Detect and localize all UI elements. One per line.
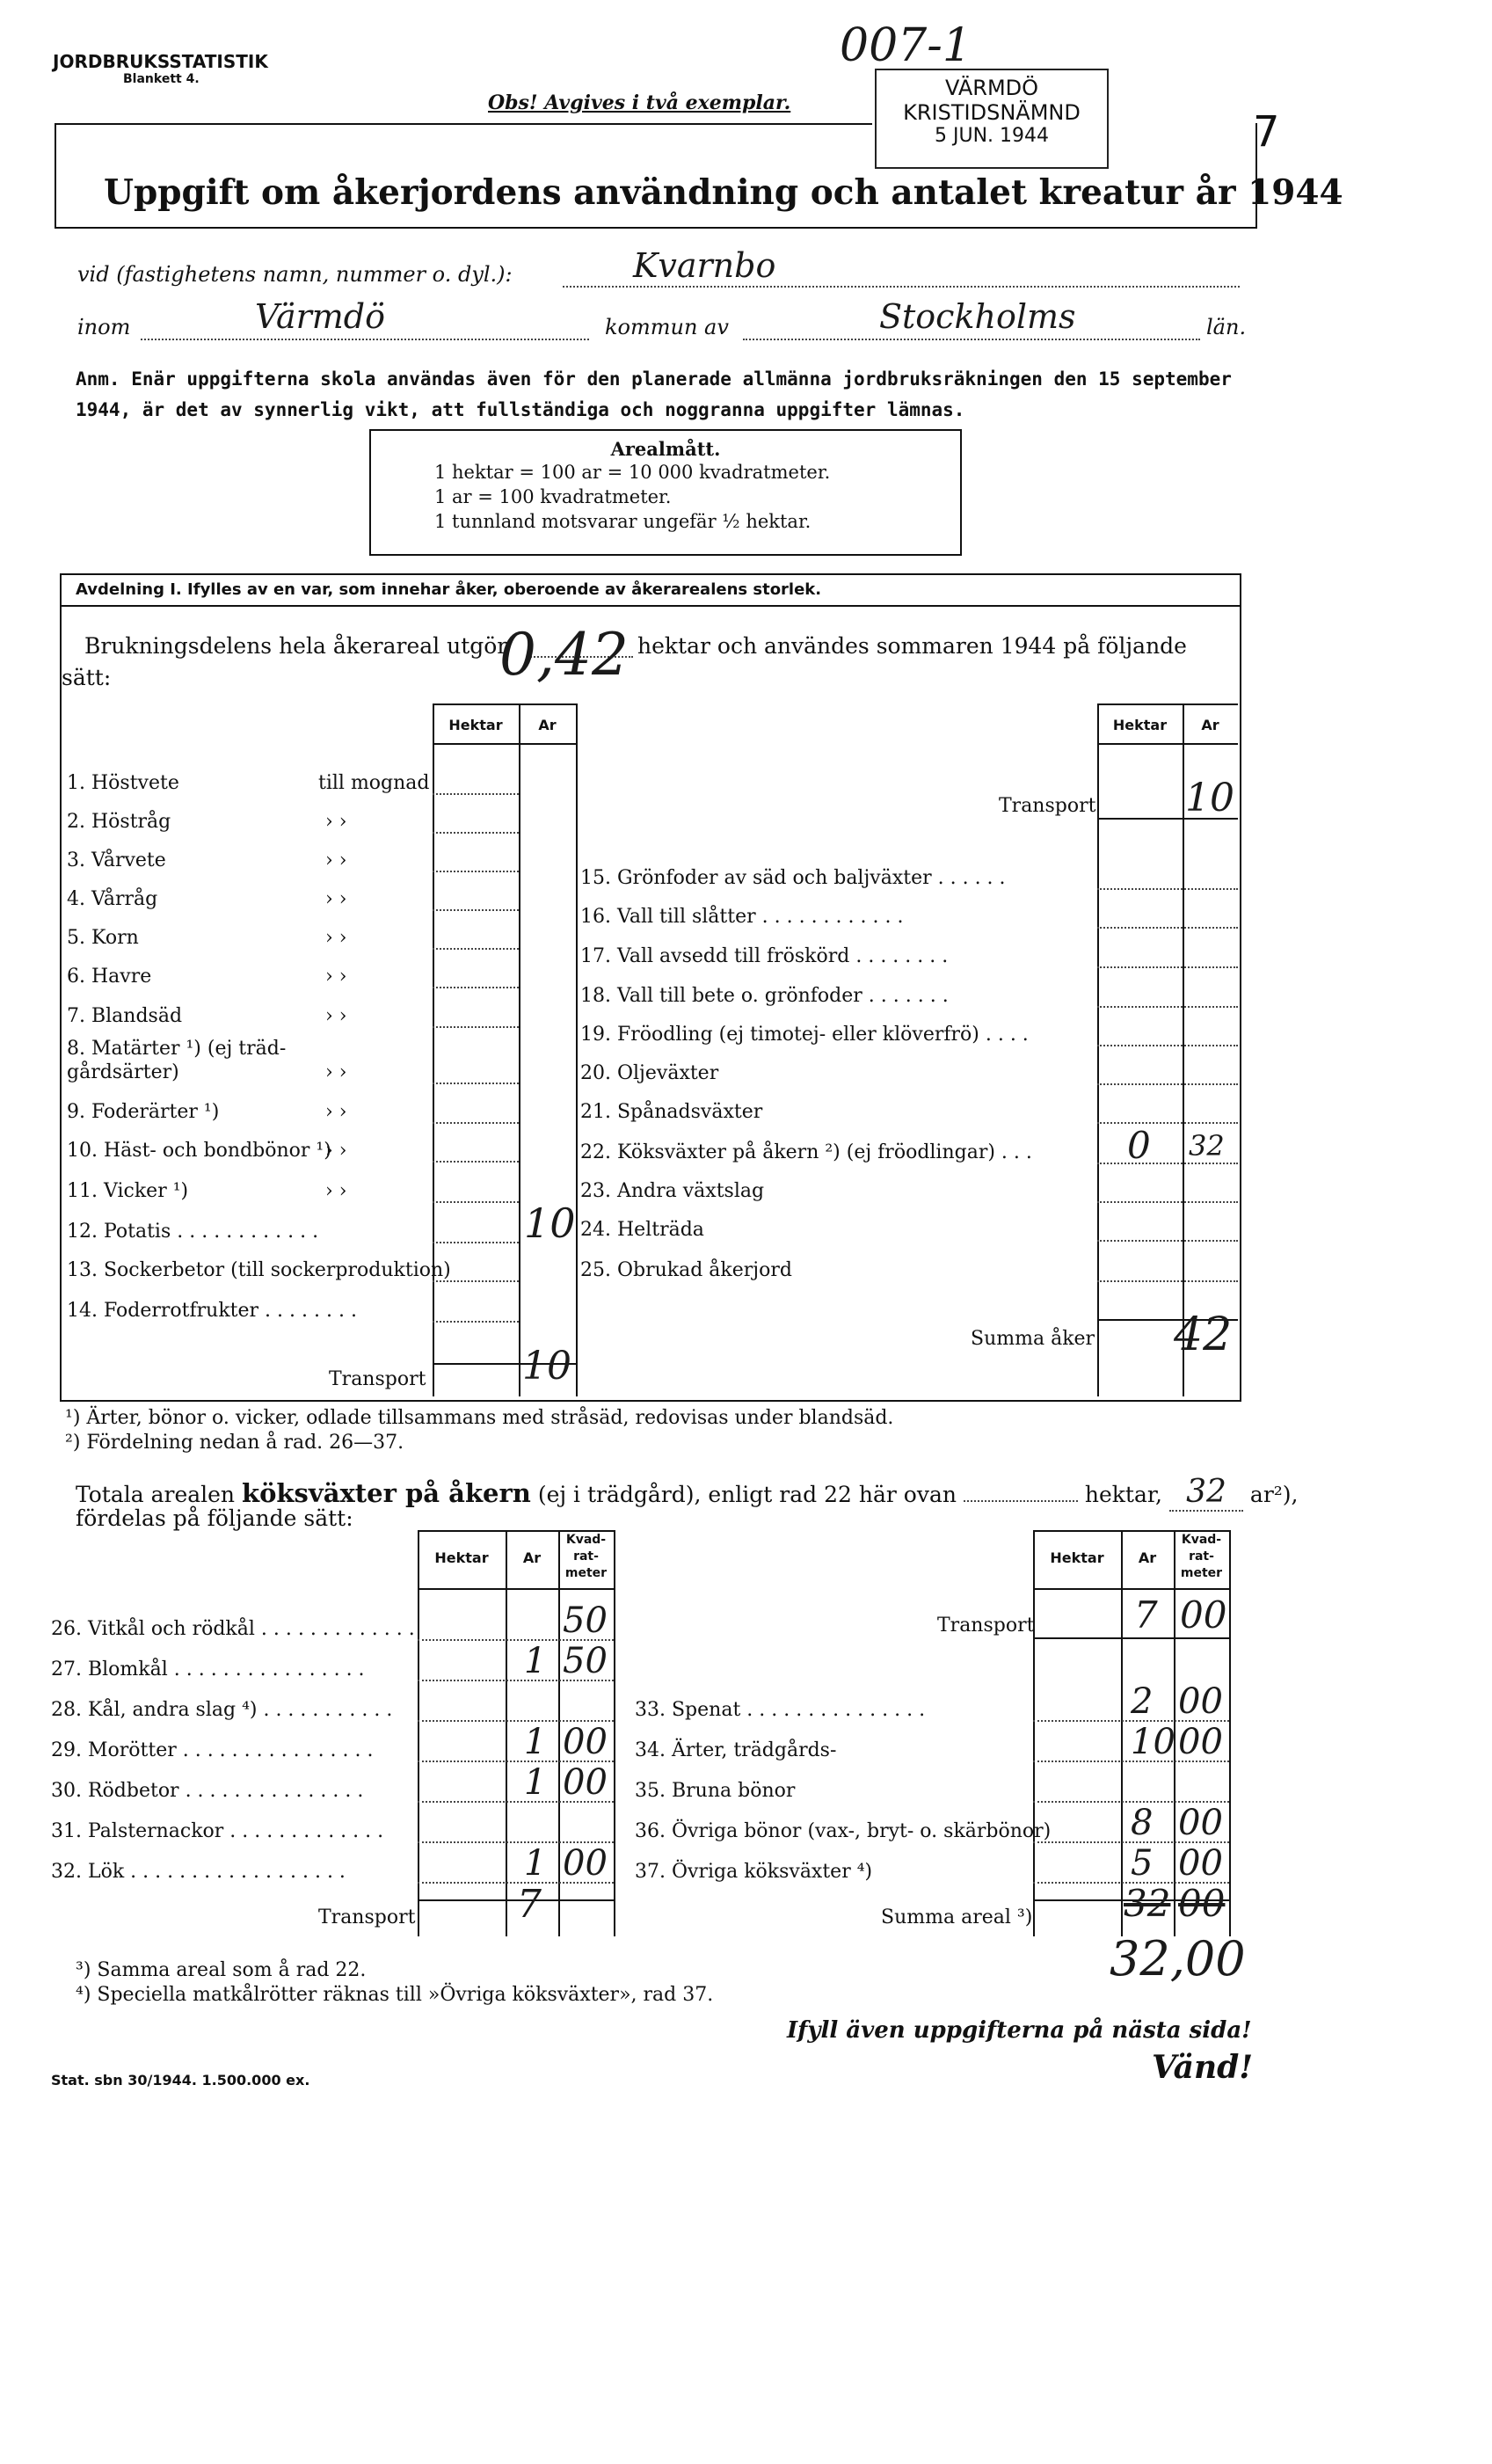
page-title: Uppgift om åkerjordens användning och antalet kreatur år 1944 xyxy=(104,172,1343,213)
hektar-cell[interactable] xyxy=(433,1242,519,1243)
hektar-cell[interactable] xyxy=(433,1280,519,1282)
kvm-cell-value[interactable]: 50 xyxy=(563,1600,608,1641)
hektar-cell[interactable] xyxy=(433,1321,519,1323)
hektar-cell[interactable] xyxy=(433,1083,519,1084)
vid-label: vid (fastighetens namn, nummer o. dyl.): xyxy=(77,262,513,287)
left-col-hektar: Hektar xyxy=(448,717,503,733)
s2-right-transport-label: Transport xyxy=(937,1615,1035,1637)
summa-aker-label: Summa åker xyxy=(971,1328,1095,1350)
right-col-ar: Ar xyxy=(1201,717,1219,733)
section2-intro-b: köksväxter på åkern xyxy=(241,1478,531,1508)
table-row-label: 5. Korn xyxy=(67,927,139,949)
s2-left-col-ar: Ar xyxy=(522,1549,542,1566)
left-transport-ar[interactable]: 10 xyxy=(522,1344,571,1389)
hektar-cell[interactable] xyxy=(433,987,519,988)
hektar-cell[interactable] xyxy=(433,948,519,950)
form-number: Blankett 4. xyxy=(123,72,200,86)
stamp xyxy=(875,69,1109,169)
arealmatt-title: Arealmått. xyxy=(610,438,721,460)
ditto-mark: › › xyxy=(325,888,347,910)
row-cell[interactable] xyxy=(1097,1122,1238,1124)
arealmatt-l1: 1 hektar = 100 ar = 10 000 kvadratmeter. xyxy=(434,462,831,483)
s2-summa-label: Summa areal ³) xyxy=(881,1906,1033,1928)
right-transport-ar[interactable]: 10 xyxy=(1185,776,1234,820)
right-transport-label: Transport xyxy=(999,795,1096,817)
row-cell[interactable] xyxy=(1097,1163,1238,1164)
hektar-cell[interactable] xyxy=(433,1161,519,1163)
s2-right-col-ar: Ar xyxy=(1138,1549,1157,1566)
table-row-label: 16. Vall till slåtter . . . . . . . . . . . . xyxy=(580,906,904,928)
section1-title: Avdelning I. Ifylles av en var, som innehar åker, oberoende av åkerarealens storlek. xyxy=(76,580,822,599)
ar-cell-value[interactable]: 32 xyxy=(1189,1129,1225,1163)
section1-intro-a: Brukningsdelens hela åkerareal utgör xyxy=(84,633,508,659)
table-row-label: 14. Foderrotfrukter . . . . . . . . xyxy=(67,1300,357,1322)
row-cell[interactable] xyxy=(1097,888,1238,890)
hektar-cell[interactable] xyxy=(433,1201,519,1203)
section1-intro-b: hektar och användes sommaren 1944 på följande xyxy=(637,633,1187,659)
print-info: Stat. sbn 30/1944. 1.500.000 ex. xyxy=(51,2072,310,2089)
ar-cell-value[interactable]: 1 xyxy=(524,1722,547,1762)
table-row-label: 21. Spånadsväxter xyxy=(580,1101,763,1123)
s2-right-col-hektar: Hektar xyxy=(1050,1549,1104,1566)
row-cell[interactable] xyxy=(1097,1006,1238,1008)
vand-note: Vänd! xyxy=(1152,2049,1254,2086)
table-row-label: 17. Vall avsedd till fröskörd . . . . . . . . xyxy=(580,945,949,967)
ar-cell-value[interactable]: 10 xyxy=(1131,1722,1175,1762)
s2-summa-ar-struck[interactable]: 32 xyxy=(1124,1882,1171,1925)
vid-value[interactable]: Kvarnbo xyxy=(633,246,776,285)
stamp-line2: KRISTIDSNÄMND xyxy=(903,100,1081,125)
hektar-cell[interactable] xyxy=(433,909,519,911)
table-row-label: 7. Blandsäd xyxy=(67,1005,183,1027)
arealmatt-box xyxy=(369,429,962,556)
kvm-cell-value[interactable]: 00 xyxy=(1178,1843,1223,1884)
kvm-cell-value[interactable]: 00 xyxy=(563,1722,608,1762)
table-row-label: 36. Övriga bönor (vax-, bryt- o. skärbönor) xyxy=(635,1820,1052,1842)
section2-intro-ar[interactable]: 32 xyxy=(1169,1474,1243,1512)
right-col-hektar: Hektar xyxy=(1112,717,1168,733)
ditto-mark: › › xyxy=(325,849,347,871)
section1-intro-c: sätt: xyxy=(62,665,112,690)
hektar-cell[interactable] xyxy=(433,1122,519,1124)
row-cell[interactable] xyxy=(1097,1201,1238,1203)
hektar-cell[interactable] xyxy=(433,1026,519,1028)
table-row-label: 30. Rödbetor . . . . . . . . . . . . . . . xyxy=(51,1780,364,1802)
kvm-cell-value[interactable]: 00 xyxy=(1178,1681,1223,1722)
ar-cell-value[interactable]: 1 xyxy=(524,1762,547,1803)
arealmatt-l3: 1 tunnland motsvarar ungefär ½ hektar. xyxy=(434,511,812,532)
table-row-label: 18. Vall till bete o. grönfoder . . . . . . . xyxy=(580,985,949,1007)
hektar-cell[interactable] xyxy=(433,871,519,872)
hektar-cell-value[interactable]: 0 xyxy=(1127,1124,1151,1167)
s2-right-transport-ar[interactable]: 7 xyxy=(1134,1593,1158,1637)
ar-cell-value[interactable]: 1 xyxy=(524,1843,547,1884)
ar-cell-value[interactable]: 8 xyxy=(1131,1803,1154,1843)
row-cell[interactable] xyxy=(1097,1280,1238,1282)
anm-note: Anm. Enär uppgifterna skola användas även för den planerade allmänna jordbruksräkningen den 15 september 1944, är det av synnerlig vikt, att fullständiga och noggranna uppgifter lämnas. xyxy=(76,368,1232,420)
ar-cell-value[interactable]: 2 xyxy=(1131,1681,1154,1722)
table-row-label: gårdsärter) xyxy=(67,1061,179,1083)
s2-right-col-kvm: Kvad- rat- meter xyxy=(1180,1533,1223,1580)
s2-left-transport-label: Transport xyxy=(318,1906,416,1928)
table-row-label: 13. Sockerbetor (till sockerproduktion) xyxy=(67,1259,451,1281)
table-row-label: 23. Andra växtslag xyxy=(580,1180,765,1202)
kommun-value[interactable]: Stockholms xyxy=(879,297,1076,336)
arealmatt-l2: 1 ar = 100 kvadratmeter. xyxy=(434,486,672,507)
left-col-ar: Ar xyxy=(538,717,557,733)
table-row-label: 15. Grönfoder av säd och baljväxter . . . . . . xyxy=(580,867,1006,889)
table-row-label: 6. Havre xyxy=(67,966,152,988)
table-row-label: 29. Morötter . . . . . . . . . . . . . . . . xyxy=(51,1739,374,1761)
s2-right-transport-kvm[interactable]: 00 xyxy=(1180,1593,1227,1637)
hektar-cell[interactable] xyxy=(433,793,519,795)
section2-intro-f: fördelas på följande sätt: xyxy=(76,1505,353,1531)
obs-note: Obs! Avgives i två exemplar. xyxy=(488,91,791,114)
table-row-label: 11. Vicker ¹) xyxy=(67,1180,189,1202)
row-cell[interactable] xyxy=(1097,927,1238,929)
table-row-label: 10. Häst- och bondbönor ¹) xyxy=(67,1140,331,1162)
table-row-label: 2. Höstråg xyxy=(67,811,171,833)
ditto-mark: › › xyxy=(325,966,347,988)
row-cell[interactable] xyxy=(1097,966,1238,968)
table-row-label: 12. Potatis . . . . . . . . . . . . xyxy=(67,1221,319,1243)
table-row-label: 27. Blomkål . . . . . . . . . . . . . . . . xyxy=(51,1658,365,1680)
lan-label: län. xyxy=(1206,315,1247,339)
section2-intro-a: Totala arealen xyxy=(76,1482,236,1507)
table-row-label: 9. Foderärter ¹) xyxy=(67,1101,220,1123)
kvm-cell-value[interactable]: 00 xyxy=(1178,1803,1223,1843)
ditto-mark: › › xyxy=(325,1061,347,1083)
footnote-3: ³) Samma areal som å rad 22. xyxy=(76,1959,367,1981)
section1-total-value[interactable]: 0,42 xyxy=(499,621,629,689)
org-name: JORDBRUKSSTATISTIK xyxy=(53,51,268,72)
section2-intro-c: (ej i trädgård), enligt rad 22 här ovan xyxy=(537,1482,957,1507)
ditto-mark: › › xyxy=(325,1005,347,1027)
ditto-mark: › › xyxy=(325,927,347,949)
ditto-mark: › › xyxy=(325,1140,347,1162)
table-row-label: 20. Oljeväxter xyxy=(580,1062,719,1084)
hektar-cell[interactable] xyxy=(433,832,519,834)
ditto-mark: › › xyxy=(325,811,347,833)
table-row-label: 1. Höstvete xyxy=(67,772,179,794)
s2-left-col-kvm: Kvad- rat- meter xyxy=(564,1533,608,1580)
table-row-label: 22. Köksväxter på åkern ²) (ej fröodlingar) . . . xyxy=(580,1141,1032,1163)
table-row-label: 28. Kål, andra slag ⁴) . . . . . . . . . . . xyxy=(51,1699,393,1721)
table-row-label: 31. Palsternackor . . . . . . . . . . . . . xyxy=(51,1820,384,1842)
row-cell[interactable] xyxy=(1097,1045,1238,1046)
table-row-label: 34. Ärter, trädgårds- xyxy=(635,1739,837,1761)
ar-cell-value[interactable]: 5 xyxy=(1131,1843,1154,1884)
corner-mark: 7 xyxy=(1253,107,1280,157)
table-row-label: 25. Obrukad åkerjord xyxy=(580,1259,792,1281)
s2-left-transport-ar[interactable]: 7 xyxy=(517,1882,542,1927)
table-row-label: 35. Bruna bönor xyxy=(635,1780,796,1802)
ifyll-note: Ifyll även uppgifterna på nästa sida! xyxy=(787,2017,1252,2044)
table-row-label: 8. Matärter ¹) (ej träd- xyxy=(67,1038,287,1060)
inom-label: inom xyxy=(77,315,131,339)
left-transport-label: Transport xyxy=(329,1368,426,1390)
footnote-4: ⁴) Speciella matkålrötter räknas till »Övriga köksväxter», rad 37. xyxy=(76,1984,714,2006)
ditto-mark: › › xyxy=(325,1101,347,1123)
handwritten-reference: 007-1 xyxy=(840,19,972,72)
section2-intro-e: ar²), xyxy=(1249,1482,1299,1507)
table-row-label: 19. Fröodling (ej timotej- eller klöverfrö) . . . . xyxy=(580,1024,1029,1046)
s2-corrected-total[interactable]: 32,00 xyxy=(1110,1931,1246,1987)
table-row-label: 33. Spenat . . . . . . . . . . . . . . . xyxy=(635,1699,926,1721)
summa-aker-value[interactable]: 42 xyxy=(1174,1309,1233,1361)
ar-cell-value[interactable]: 10 xyxy=(524,1199,576,1247)
row-cell[interactable] xyxy=(1097,1083,1238,1085)
kvm-cell-value[interactable]: 00 xyxy=(1178,1722,1223,1762)
section2-intro-d: hektar, xyxy=(1084,1482,1163,1507)
table-row-label: 4. Vårråg xyxy=(67,888,158,910)
table-row-label: 26. Vitkål och rödkål . . . . . . . . . . . . . xyxy=(51,1618,415,1640)
kommun-label: kommun av xyxy=(605,315,729,339)
table-row-label: 32. Lök . . . . . . . . . . . . . . . . . . xyxy=(51,1861,346,1883)
till-mognad: till mognad xyxy=(318,772,430,794)
kvm-cell-value[interactable]: 00 xyxy=(563,1762,608,1803)
footnote-1: ¹) Ärter, bönor o. vicker, odlade tillsammans med stråsäd, redovisas under blandsäd. xyxy=(65,1407,894,1429)
table-row-label: 37. Övriga köksväxter ⁴) xyxy=(635,1861,873,1883)
ar-cell-value[interactable]: 1 xyxy=(524,1641,547,1681)
s2-left-col-hektar: Hektar xyxy=(434,1549,489,1566)
table-row-label: 24. Helträda xyxy=(580,1219,704,1241)
row-cell[interactable] xyxy=(1097,1240,1238,1242)
footnote-2: ²) Fördelning nedan å rad. 26—37. xyxy=(65,1432,404,1454)
table-row-label: 3. Vårvete xyxy=(67,849,166,871)
stamp-line3: 5 JUN. 1944 xyxy=(934,125,1049,147)
kvm-cell-value[interactable]: 50 xyxy=(563,1641,608,1681)
s2-summa-kvm-struck[interactable]: 00 xyxy=(1178,1882,1226,1925)
inom-value[interactable]: Värmdö xyxy=(255,297,386,336)
kvm-cell-value[interactable]: 00 xyxy=(563,1843,608,1884)
ditto-mark: › › xyxy=(325,1180,347,1202)
stamp-line1: VÄRMDÖ xyxy=(944,76,1039,100)
